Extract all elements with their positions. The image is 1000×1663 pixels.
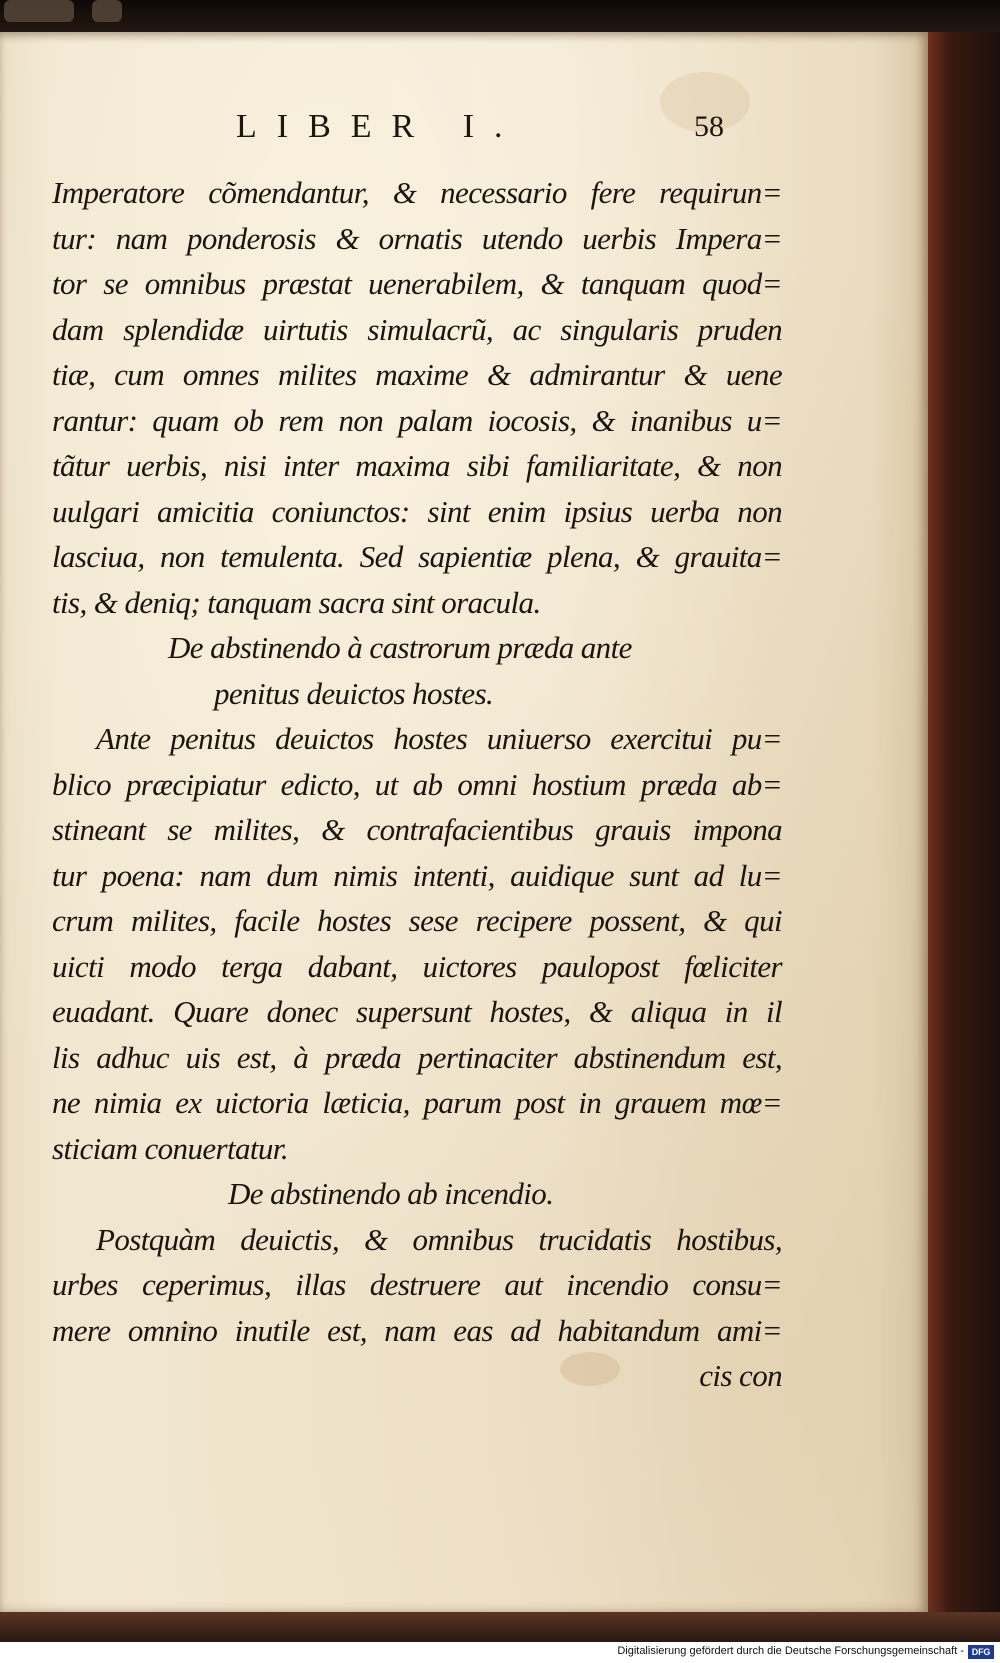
paragraph-incendio — [52, 1217, 782, 1354]
heading-line: De abstinendo ab incendio. — [228, 1176, 554, 1211]
text-line: uulgari amicitia coniunctos: sint enim ipsius uerba non — [52, 493, 782, 529]
catchword — [52, 1353, 782, 1399]
catchword-text: cis con — [699, 1358, 782, 1393]
text-line: stineant se milites, & contrafacientibus grauis impona — [52, 812, 782, 847]
text-line: ne nimia ex uictoria læticia, parum post in grauem mœ= — [52, 1085, 782, 1120]
text-line: mere omnino inutile est, nam eas ad habitandum ami= — [52, 1312, 782, 1348]
text-line: dam splendidæ uirtutis simulacrũ, ac singularis pruden — [52, 311, 782, 347]
book-page — [0, 32, 928, 1612]
text-line: rantur: quam ob rem non palam iocosis, & inanibus u= — [52, 402, 782, 438]
text-line: Ante penitus deuictos hostes uniuerso exercitui pu= — [96, 721, 782, 756]
text-line: lis adhuc uis est, à præda pertinaciter abstinendum est, — [52, 1039, 782, 1075]
paragraph-imperator — [52, 170, 782, 625]
text-line: crum milites, facile hostes sese recipere possent, & qui — [52, 903, 782, 938]
text-line: tiæ, cum omnes milites maxime & admirantur & uene — [52, 357, 782, 392]
digitization-credit-bar — [0, 1642, 1000, 1663]
text-line: tur: nam ponderosis & ornatis utendo uerbis Impera= — [52, 220, 782, 256]
main-text — [52, 170, 782, 1399]
running-title: LIBER I. — [236, 108, 523, 145]
dfg-logo: DFG — [968, 1645, 994, 1659]
text-line: blico præcipiatur edicto, ut ab omni hostium præda ab= — [52, 766, 782, 802]
scan-top-edge — [0, 0, 1000, 32]
text-line: Postquàm deuictis, & omnibus trucidatis hostibus, — [96, 1221, 782, 1257]
text-line: tis, & deniq; tanquam sacra sint oracula. — [52, 584, 541, 620]
section-heading-praeda — [52, 625, 782, 716]
section-heading-incendio — [52, 1171, 782, 1217]
text-line: tor se omnibus præstat uenerabilem, & tanquam quod= — [52, 266, 782, 301]
funding-credit: Digitalisierung gefördert durch die Deutsche Forschungsgemeinschaft - — [617, 1645, 964, 1657]
paragraph-praeda — [52, 716, 782, 1171]
book-edge — [928, 32, 1000, 1612]
text-line: sticiam conuertatur. — [52, 1130, 288, 1166]
running-head — [236, 108, 836, 148]
text-line: tãtur uerbis, nisi inter maxima sibi familiaritate, & non — [52, 448, 782, 483]
text-line: lasciua, non temulenta. Sed sapientiæ plena, & grauita= — [52, 539, 782, 574]
text-line: tur poena: nam dum nimis intenti, auidique sunt ad lu= — [52, 857, 782, 893]
text-line: Imperatore cõmendantur, & necessario fere requirun= — [52, 175, 782, 210]
text-line: urbes ceperimus, illas destruere aut incendio consu= — [52, 1267, 782, 1302]
text-line: uicti modo terga dabant, uictores paulopost fœliciter — [52, 948, 782, 984]
heading-line: De abstinendo à castrorum præda ante — [168, 630, 632, 665]
binding-mark — [4, 0, 74, 22]
scan-bottom-edge — [0, 1612, 1000, 1642]
heading-line: penitus deuictos hostes. — [214, 675, 494, 711]
page-number: 58 — [694, 110, 724, 143]
binding-mark — [92, 0, 122, 22]
text-line: euadant. Quare donec supersunt hostes, & aliqua in il — [52, 994, 782, 1029]
